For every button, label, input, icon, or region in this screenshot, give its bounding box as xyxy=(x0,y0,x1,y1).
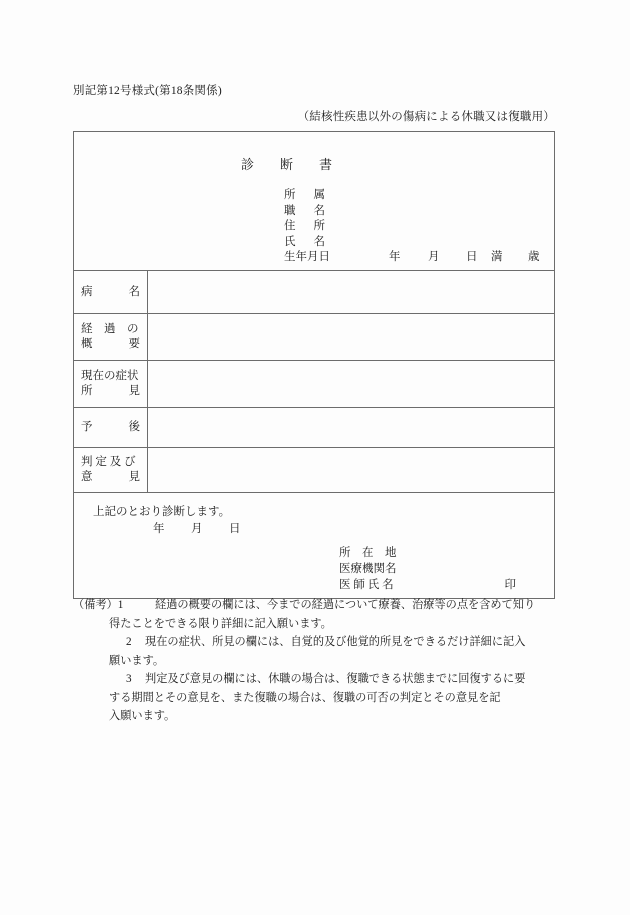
note-line: 入願います。 xyxy=(109,710,176,722)
note-number: 2 xyxy=(126,636,132,648)
row-label-progress-summary xyxy=(74,314,148,360)
date-year-label: 年 xyxy=(153,523,165,535)
seal-label: 印 xyxy=(504,579,516,591)
note-line: 現在の症状、所見の欄には、自覚的及び他覚的所見をできるだけ詳細に記入 xyxy=(145,636,526,648)
attribute-name xyxy=(284,235,336,251)
label-line: 病 名 xyxy=(81,285,140,298)
attribute-label: 氏 名 xyxy=(284,235,325,248)
table-row-current-symptoms xyxy=(74,361,554,408)
note-line: 得たことをできる限り詳細に記入願います。 xyxy=(109,617,332,630)
notes-section xyxy=(73,596,573,726)
row-value-diagnosis-name[interactable] xyxy=(148,271,554,313)
table-header-row xyxy=(74,132,554,271)
note-line: 判定及び意見の欄には、休職の場合は、復職できる状態までに回復するに要 xyxy=(145,673,526,685)
label-line: 意 見 xyxy=(81,471,140,483)
attribute-date-of-birth xyxy=(284,250,540,266)
row-label-judgment-opinion xyxy=(74,448,148,492)
attribute-address xyxy=(284,219,336,235)
page-title: 診断書 xyxy=(241,157,359,172)
form-code: 別記第12号様式(第18条関係) xyxy=(73,85,222,97)
note-item xyxy=(73,670,573,726)
label-line: 所 見 xyxy=(81,385,140,397)
label-line: 判 定 及 び xyxy=(81,456,136,468)
dob-fields xyxy=(389,250,548,266)
dob-age-label: 歳 xyxy=(528,251,540,263)
signature-block xyxy=(74,493,554,598)
label-line: 現在の症状 xyxy=(81,370,139,382)
form-subtitle: （結核性疾患以外の傷病による休職又は復職用） xyxy=(297,111,555,123)
note-item xyxy=(73,633,573,670)
row-label-current-symptoms xyxy=(74,361,148,407)
note-item xyxy=(73,596,573,633)
table-row-prognosis xyxy=(74,408,554,448)
certificate-header-block xyxy=(74,132,554,270)
date-day-label: 日 xyxy=(229,523,241,535)
dob-year-label: 年 xyxy=(389,251,401,263)
field-physician-name xyxy=(339,577,549,593)
attribute-job-title xyxy=(284,204,336,220)
table-signature-row xyxy=(74,493,554,598)
row-value-current-symptoms[interactable] xyxy=(148,361,554,407)
date-month-label: 月 xyxy=(191,523,203,535)
row-value-prognosis[interactable] xyxy=(148,408,554,447)
certification-statement: 上記のとおり診断します。 xyxy=(93,506,231,518)
row-value-judgment-opinion[interactable] xyxy=(148,448,554,492)
table-row-progress-summary xyxy=(74,314,554,361)
label-line: 概 要 xyxy=(81,338,140,350)
dob-day-label: 日 xyxy=(466,251,478,263)
dob-label: 生年月日 xyxy=(284,251,330,263)
note-line: 経過の概要の欄には、今までの経過について療養、治療等の点を含めて知り xyxy=(155,599,536,611)
table-row-judgment-opinion xyxy=(74,448,554,493)
attribute-label: 所 属 xyxy=(284,189,325,201)
patient-attributes xyxy=(284,188,540,266)
attribute-label: 職 名 xyxy=(284,204,325,217)
medical-certificate-table xyxy=(73,131,555,599)
attribute-affiliation xyxy=(284,188,336,204)
field-physician-name-label: 医 師 氏 名 xyxy=(339,579,394,591)
dob-month-label: 月 xyxy=(428,251,440,263)
row-label-diagnosis-name xyxy=(74,271,148,313)
row-value-progress-summary[interactable] xyxy=(148,314,554,360)
note-line: する期間とその意見を、また復職の場合は、復職の可否の判定とその意見を記 xyxy=(109,691,501,704)
note-line: 願います。 xyxy=(109,654,165,667)
label-line: 予 後 xyxy=(81,421,140,433)
physician-fields xyxy=(339,545,549,593)
notes-label: （備考）1 xyxy=(73,599,124,611)
label-line: 経 過 の xyxy=(81,323,139,335)
dob-age-prefix-label: 満 xyxy=(491,251,503,263)
field-institution-address: 所 在 地 xyxy=(339,547,397,559)
attribute-label: 住 所 xyxy=(284,220,325,232)
certification-date xyxy=(153,520,243,536)
note-number: 3 xyxy=(126,673,132,685)
field-institution-name: 医療機関名 xyxy=(339,563,397,575)
row-label-prognosis xyxy=(74,408,148,447)
table-row-diagnosis-name xyxy=(74,271,554,314)
